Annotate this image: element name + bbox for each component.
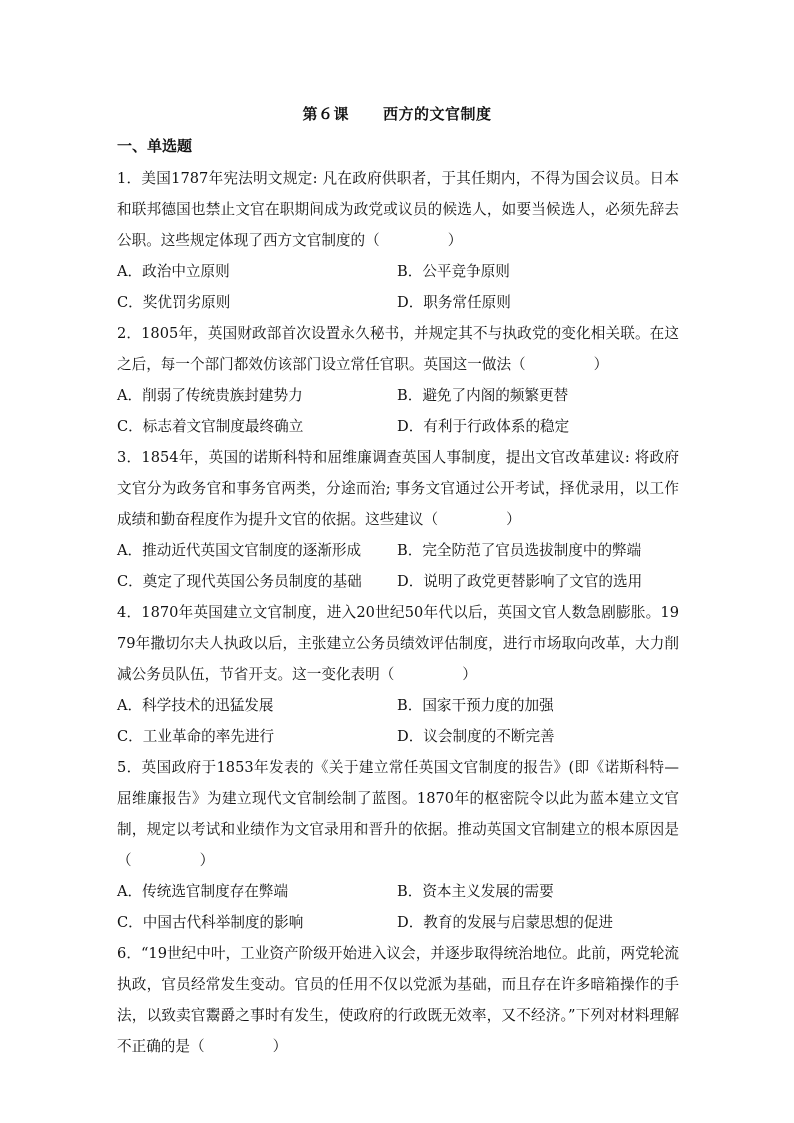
option-a[interactable]: A．削弱了传统贵族封建势力 [117, 387, 303, 404]
question-item [117, 597, 679, 752]
lesson-title [0, 103, 794, 124]
option-a[interactable]: A．传统选官制度存在弊端 [117, 883, 289, 900]
options-grid [117, 876, 679, 938]
options-grid [117, 256, 679, 318]
lesson-name: 西方的文官制度 [383, 105, 492, 123]
question-stem [117, 938, 679, 1062]
question-text: 3．1854年，英国的诺斯科特和屈维廉调查英国人事制度，提出文官改革建议: 将政府文官分为政务官和事务官两类，分途而治; 事务文官通过公开考试，择优录用，以工作成绩和勤奋程度作为提升文官的依据。这些建议（ [117, 449, 679, 528]
question-item [117, 752, 679, 938]
option-c[interactable]: C．奠定了现代英国公务员制度的基础 [117, 573, 362, 590]
option-b[interactable]: B．完全防范了官员选拔制度中的弊端 [397, 542, 642, 559]
question-text: 4．1870年英国建立文官制度，进入20世纪50年代以后，英国文官人数急剧膨胀。1979年撒切尔夫人执政以后，主张建立公务员绩效评估制度，进行市场取向改革，大力削减公务员队伍，节省开支。这一变化表明（ [117, 604, 679, 683]
question-text: 6．“19世纪中叶，工业资产阶级开始进入议会，并逐步取得统治地位。此前，两党轮流执政，官员经常发生变动。官员的任用不仅以党派为基础，而且存在许多暗箱操作的手法，以致卖官鬻爵之事时有发生，使政府的行政既无效率，又不经济。”下列对材料理解不正确的是（ [117, 945, 679, 1055]
option-c[interactable]: C．标志着文官制度最终确立 [117, 418, 304, 435]
question-text: 5．英国政府于1853年发表的《关于建立常任英国文官制度的报告》(即《诺斯科特—屈维廉报告》为建立现代文官制绘制了蓝图。1870年的枢密院令以此为蓝本建立文官制，规定以考试和业绩作为文官录用和晋升的依据。推动英国文官制建立的根本原因是（ [117, 759, 679, 869]
option-b[interactable]: B．国家干预力度的加强 [397, 697, 554, 714]
question-item [117, 318, 679, 442]
option-d[interactable]: D．有利于行政体系的稳定 [397, 418, 570, 435]
question-stem [117, 752, 679, 876]
question-stem [117, 442, 679, 535]
options-grid [117, 380, 679, 442]
option-a[interactable]: A．科学技术的迅猛发展 [117, 697, 274, 714]
option-a[interactable]: A．政治中立原则 [117, 263, 230, 280]
options-grid [117, 690, 679, 752]
option-b[interactable]: B．公平竞争原则 [397, 263, 510, 280]
question-item [117, 938, 679, 1062]
answer-paren-close: ） [272, 1038, 288, 1055]
lesson-number: 第６课 [302, 105, 349, 123]
answer-paren-close: ） [506, 511, 521, 528]
answer-paren-close: ） [462, 666, 477, 683]
question-item [117, 163, 679, 318]
question-item [117, 442, 679, 597]
option-a[interactable]: A．推动近代英国文官制度的逐渐形成 [117, 542, 362, 559]
question-stem [117, 163, 679, 256]
section-heading: 一、单选题 [117, 137, 193, 155]
question-stem [117, 318, 679, 380]
option-b[interactable]: B．资本主义发展的需要 [397, 883, 554, 900]
answer-paren-close: ） [593, 356, 609, 373]
question-stem [117, 597, 679, 690]
question-text: 2．1805年，英国财政部首次设置永久秘书，并规定其不与执政党的变化相关联。在这之后，每一个部门都效仿该部门设立常任官职。英国这一做法（ [117, 325, 679, 373]
option-c[interactable]: C．工业革命的率先进行 [117, 728, 275, 745]
option-c[interactable]: C．奖优罚劣原则 [117, 294, 231, 311]
option-d[interactable]: D．说明了政党更替影响了文官的选用 [397, 573, 643, 590]
option-d[interactable]: D．职务常任原则 [397, 294, 511, 311]
option-d[interactable]: D．议会制度的不断完善 [397, 728, 555, 745]
options-grid [117, 535, 679, 597]
answer-paren-close: ） [447, 232, 463, 249]
answer-paren-close: ） [199, 852, 215, 869]
option-b[interactable]: B．避免了内阁的频繁更替 [397, 387, 569, 404]
question-list [117, 163, 679, 1062]
option-c[interactable]: C．中国古代科举制度的影响 [117, 914, 304, 931]
question-text: 1．美国1787年宪法明文规定: 凡在政府供职者，于其任期内，不得为国会议员。日本和联邦德国也禁止文官在职期间成为政党或议员的候选人，如要当候选人，必须先辞去公职。这些规定体现了西方文官制度的（ [117, 170, 679, 249]
option-d[interactable]: D．教育的发展与启蒙思想的促进 [397, 914, 614, 931]
